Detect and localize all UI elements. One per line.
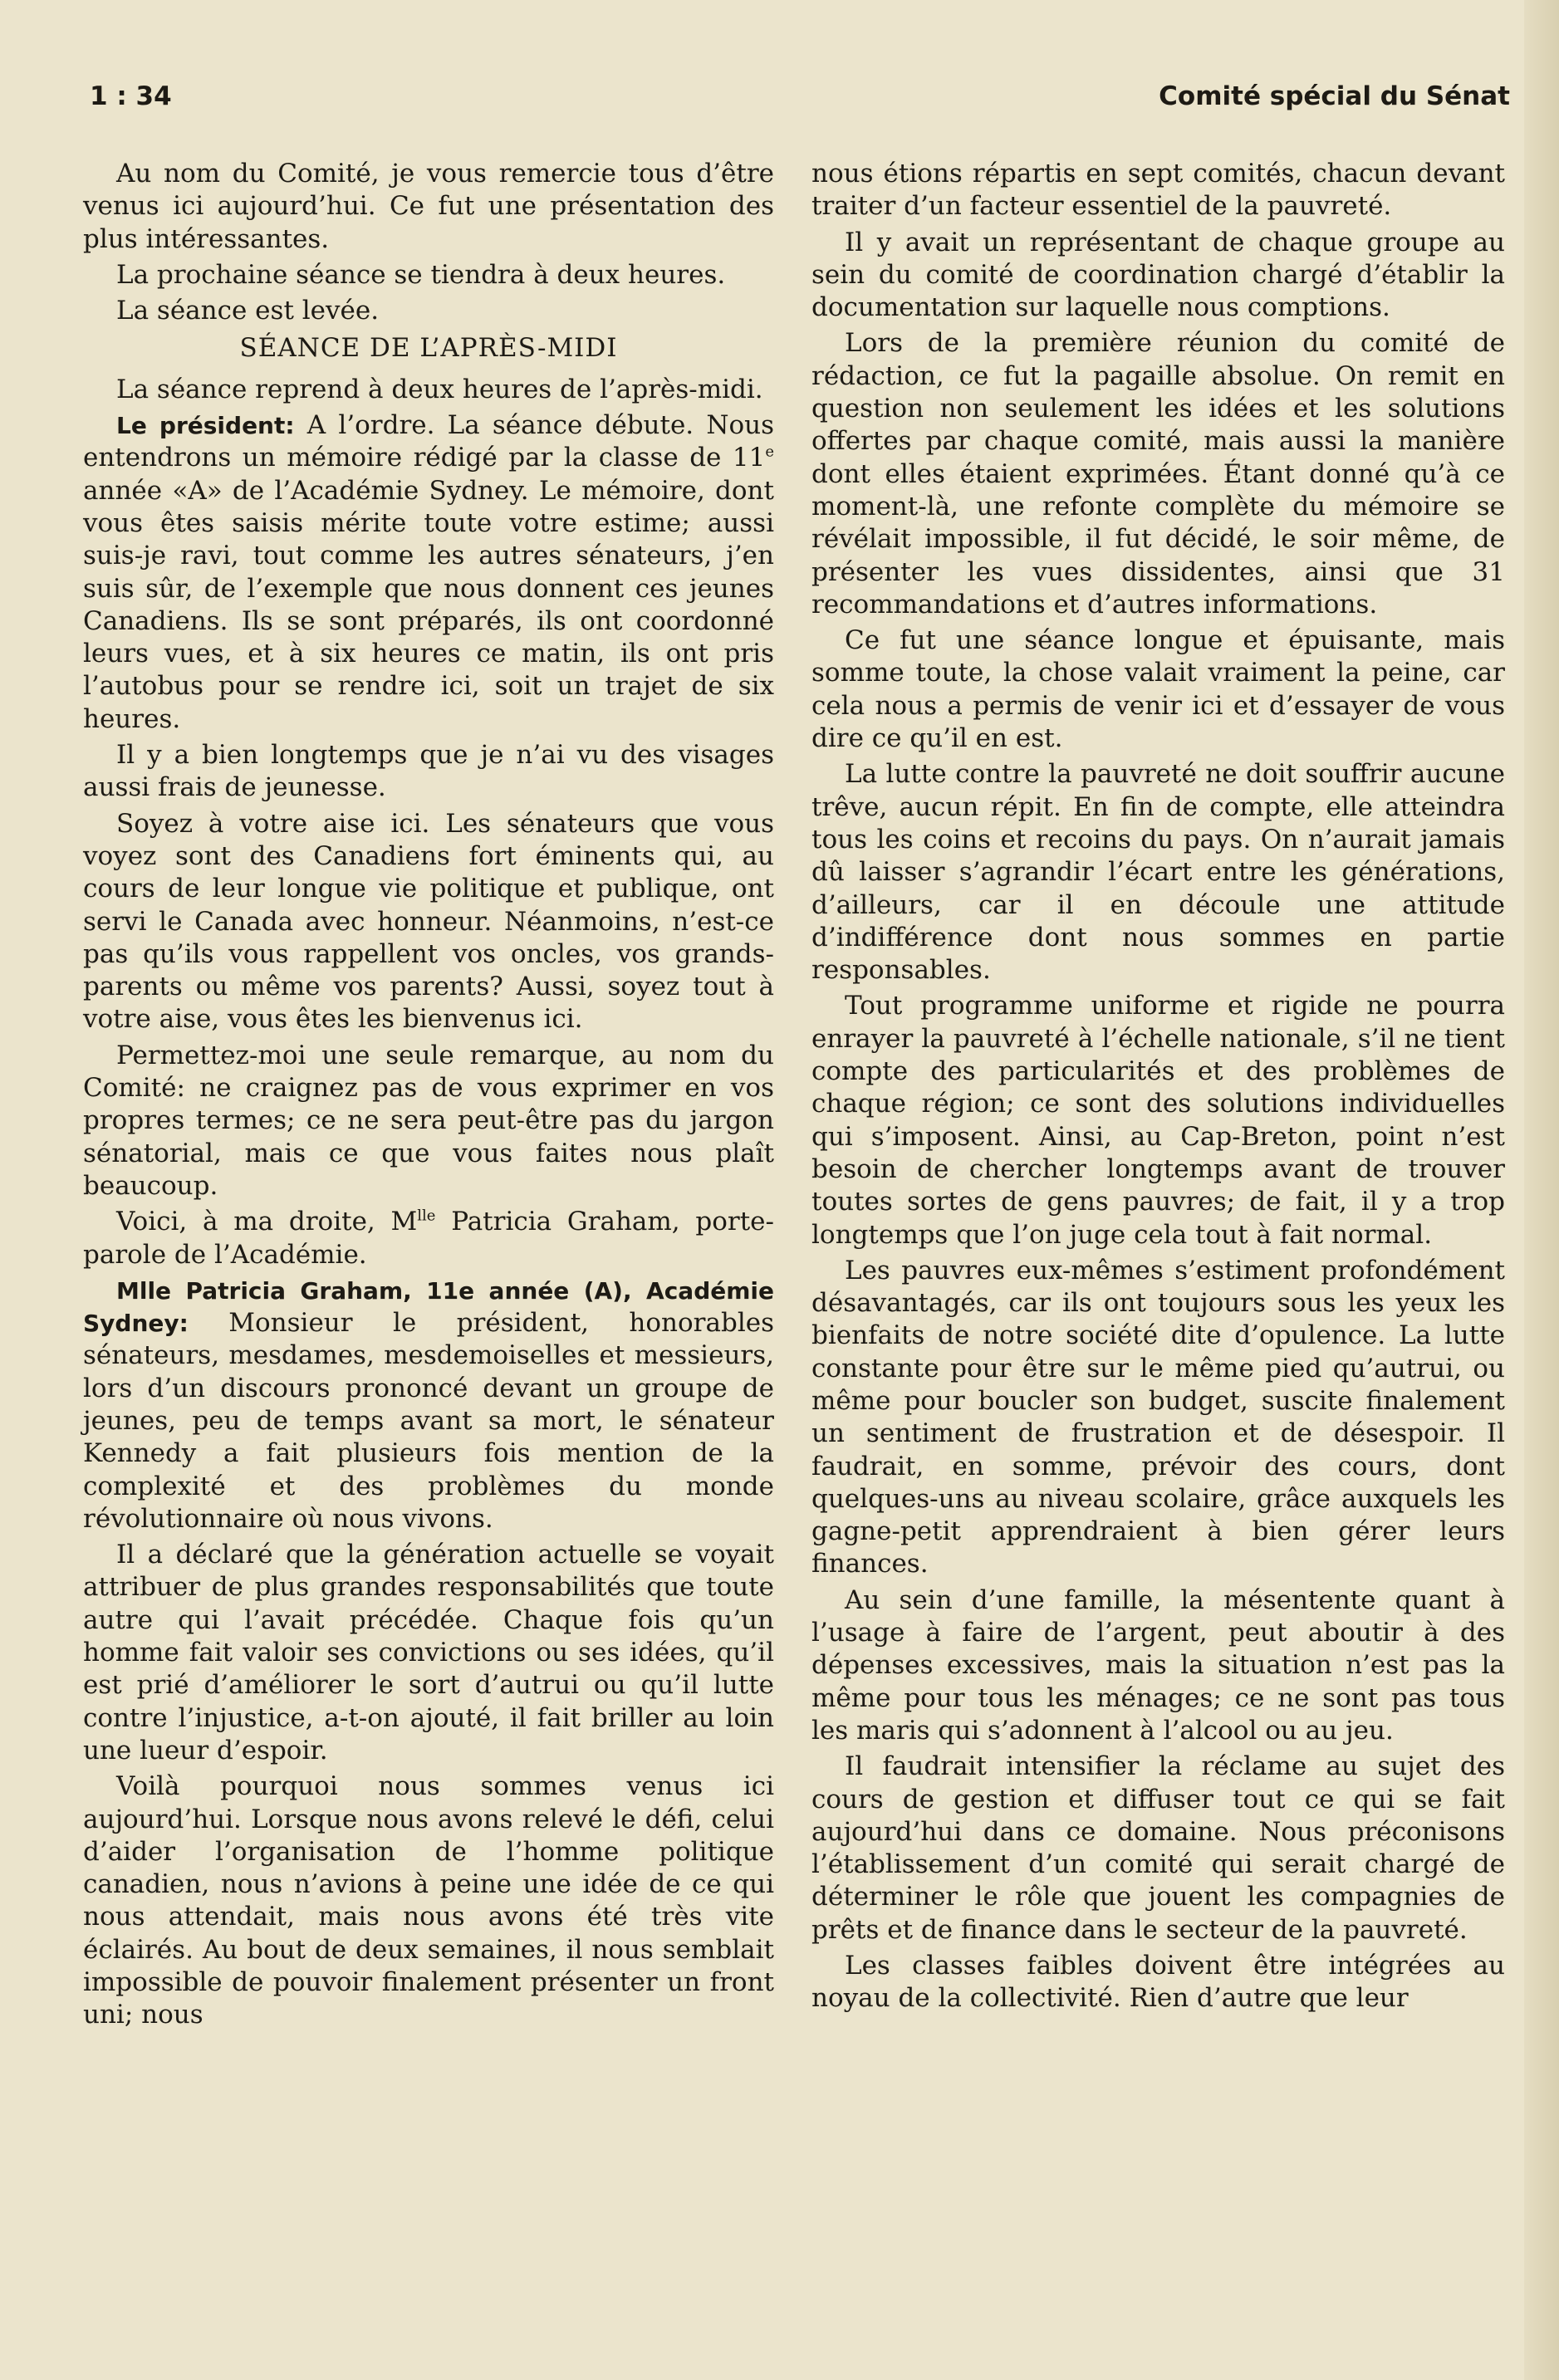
paragraph: Soyez à votre aise ici. Les sénateurs que vous voyez sont des Canadiens fort éminents qui, au cours de leur longue vie politique et publique, ont servi le Canada avec honneur. Néanmoins, n’est-ce pas qu’ils vous rappellent vos oncles, vos grands-parents ou même vos parents? Aussi, soyez tout à votre aise, vous êtes les bienvenus ici. — [83, 808, 774, 1035]
title-abbreviation: lle — [417, 1207, 436, 1225]
speech-graham — [83, 1275, 774, 1535]
paragraph: Voilà pourquoi nous sommes venus ici aujourd’hui. Lorsque nous avons relevé le défi, celui d’aider l’organisation de l’homme politique canadien, nous n’avions à peine une idée de ce qui nous attendait, mais nous avons été très vite éclairés. Au bout de deux semaines, il nous semblait impossible de pouvoir finalement présenter un front uni; nous — [83, 1771, 774, 2030]
page-header — [90, 81, 1510, 123]
paragraph: Il faudrait intensifier la réclame au sujet des cours de gestion et diffuser tout ce qui se fait aujourd’hui dans ce domaine. Nous préconisons l’établissement d’un comité qui serait chargé de déterminer le rôle que jouent les compagnies de prêts et de finance dans le secteur de la pauvreté. — [811, 1751, 1505, 1945]
speech-text: Monsieur le président, honorables sénateurs, mesdames, mesdemoiselles et messieurs, lors d’un discours prononcé devant un groupe de jeunes, peu de temps avant sa mort, le sénateur Kennedy a fait plusieurs fois mention de la complexité et des problèmes du monde révolutionnaire où nous vivons. — [83, 1308, 774, 1534]
ordinal-suffix: e — [765, 443, 774, 462]
paragraph: Au nom du Comité, je vous remercie tous d’être venus ici aujourd’hui. Ce fut une présentation des plus intéressantes. — [83, 159, 774, 254]
paragraph: La prochaine séance se tiendra à deux heures. — [116, 259, 726, 290]
section-heading: SÉANCE DE L’APRÈS-MIDI — [239, 333, 618, 364]
paragraph: Au sein d’une famille, la mésentente quant à l’usage à faire de l’argent, peut aboutir à des dépenses excessives, mais la situation n’est pas la même pour tous les ménages; ce ne sont pas tous les maris qui s’adonnent à l’alcool ou au jeu. — [811, 1584, 1505, 1746]
paragraph-text: Patricia Graham, porte-parole de l’Académie. — [83, 1207, 775, 1270]
paragraph: Il a déclaré que la génération actuelle se voyait attribuer de plus grandes responsabilités que toute autre qui l’avait précédée. Chaque fois qu’un homme fait valoir ses convictions ou ses idées, qu’il est prié d’améliorer le sort d’autrui ou qu’il lutte contre l’injustice, a-t-on ajouté, il fait briller au loin une lueur d’espoir. — [83, 1540, 774, 1765]
paragraph: Permettez-moi une seule remarque, au nom du Comité: ne craignez pas de vous exprimer en vos propres termes; ce ne sera peut-être pas du jargon sénatorial, mais ce que vous faites nous plaît beaucoup. — [83, 1040, 774, 1201]
paragraph: Il y a bien longtemps que je n’ai vu des visages aussi frais de jeunesse. — [83, 740, 774, 803]
speech-text: A l’ordre. La séance débute. Nous entendrons un mémoire rédigé par la classe de 11 — [83, 410, 775, 473]
speech-text: année «A» de l’Académie Sydney. Le mémoire, dont vous êtes saisis mérite toute votre estime; aussi suis-je ravi, tout comme les autres sénateurs, j’en suis sûr, de l’exemple que nous donnent ces jeunes Canadiens. Ils se sont préparés, ils ont coordonné leurs vues, et à six heures ce matin, ils ont pris l’autobus pour se rendre ici, soit un trajet de six heures. — [83, 475, 774, 734]
paragraph-continued: nous étions répartis en sept comités, chacun devant traiter d’un facteur essentiel de la pauvreté. — [811, 159, 1505, 222]
right-column — [811, 158, 1505, 2019]
paragraph: La séance reprend à deux heures de l’après-midi. — [116, 374, 763, 404]
paragraph-text: Voici, à ma droite, M — [116, 1207, 418, 1237]
speaker-name: Le président: — [116, 412, 295, 440]
paragraph — [83, 1206, 774, 1271]
page-edge — [1524, 0, 1559, 2380]
paragraph: Ce fut une séance longue et épuisante, mais somme toute, la chose valait vraiment la peine, car cela nous a permis de venir ici et d’essayer de vous dire ce qu’il en est. — [811, 625, 1505, 754]
left-column — [83, 158, 774, 2035]
paragraph: Il y avait un représentant de chaque groupe au sein du comité de coordination chargé d’établir la documentation sur laquelle nous comptions. — [811, 227, 1505, 323]
paragraph: La lutte contre la pauvreté ne doit souffrir aucune trêve, aucun répit. En fin de compte, elle atteindra tous les coins et recoins du pays. On n’aurait jamais dû laisser s’agrandir l’écart entre les générations, d’ailleurs, car il en découle une attitude d’indifférence dont nous sommes en partie responsables. — [811, 759, 1505, 986]
paragraph: Lors de la première réunion du comité de rédaction, ce fut la pagaille absolue. On remit en question non seulement les idées et les solutions offertes par chaque comité, mais aussi la manière dont elles étaient exprimées. Étant donné qu’à ce moment-là, une refonte complète du mémoire se révélait impossible, il fut décidé, le soir même, de présenter les vues dissidentes, ainsi que 31 recommandations et d’autres informations. — [811, 328, 1505, 619]
paragraph: La séance est levée. — [116, 296, 380, 326]
running-head: Comité spécial du Sénat — [1159, 81, 1510, 111]
speech-president — [83, 409, 774, 736]
page-number: 1 : 34 — [90, 81, 172, 111]
paragraph: Tout programme uniforme et rigide ne pourra enrayer la pauvreté à l’échelle nationale, s’il ne tient compte des particularités et des problèmes de chaque région; ce sont des solutions individuelles qui s’imposent. Ainsi, au Cap-Breton, point n’est besoin de chercher longtemps avant de trouver toutes sortes de gens pauvres; de fait, il y a trop longtemps que l’on juge cela tout à fait normal. — [811, 991, 1505, 1250]
paragraph: Les classes faibles doivent être intégrées au noyau de la collectivité. Rien d’autre que leur — [811, 1951, 1505, 2014]
speaker-name: Mlle Patricia Graham, 11e année (A), Académie Sydney: — [83, 1276, 774, 1338]
paragraph: Les pauvres eux-mêmes s’estiment profondément désavantagés, car ils ont toujours sous les yeux les bienfaits de notre société dite d’opulence. La lutte constante pour être sur le même pied qu’autrui, ou même pour boucler son budget, suscite finalement un sentiment de frustration et de désespoir. Il faudrait, en somme, prévoir des cours, dont quelques-uns au niveau scolaire, grâce auxquels les gagne-petit apprendraient à bien gérer leurs finances. — [811, 1255, 1505, 1579]
